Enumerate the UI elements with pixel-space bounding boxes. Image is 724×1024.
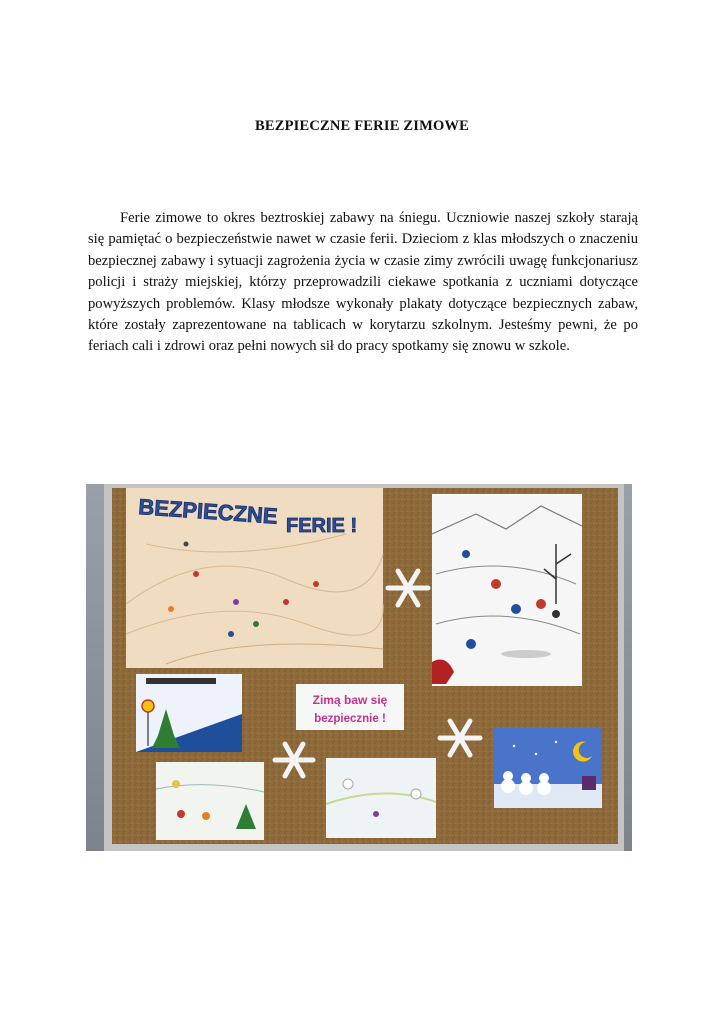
- sign-line2: bezpiecznie !: [314, 713, 386, 725]
- safety-sign: [296, 684, 404, 730]
- body-paragraph: Ferie zimowe to okres beztroskiej zabawy na śniegu. Uczniowie naszej szkoły starają się pamiętać o bezpieczeństwie nawet w czasie ferii. Dzieciom z klas młodszych o znaczeniu bezpiecznej zabawy i sytuacji zagrożenia życia w czasie zimy zwrócili uwagę funkcjonariusz policji i straży miejskiej, którzy przeprowadzili ciekawe spotkania z uczniami dotyczące powyższych problemów. Klasy młodsze wykonały plakaty dotyczące bezpiecznych zabaw, które zostały zaprezentowane na tablicach w korytarzu szkolnym. Jesteśmy pewni, że po feriach cali i zdrowi oraz pełni nowych sił do pracy spotkamy się znowu w szkole.: [88, 210, 638, 355]
- ski-poster: [126, 488, 383, 668]
- road-sign-poster: [136, 674, 242, 752]
- sign-line1: Zimą baw się: [312, 693, 388, 707]
- winter-scene-poster: [432, 494, 582, 686]
- poster-heading-line2: FERIE !: [286, 515, 358, 537]
- snow-scene-poster: [326, 758, 436, 838]
- children-drawing-poster: [156, 762, 264, 840]
- bulletin-board-photo: [86, 484, 632, 851]
- poster-heading-line1: BEZPIECZNE: [137, 494, 279, 529]
- page-title: BEZPIECZNE FERIE ZIMOWE: [254, 118, 470, 134]
- night-snowmen-poster: [494, 728, 602, 808]
